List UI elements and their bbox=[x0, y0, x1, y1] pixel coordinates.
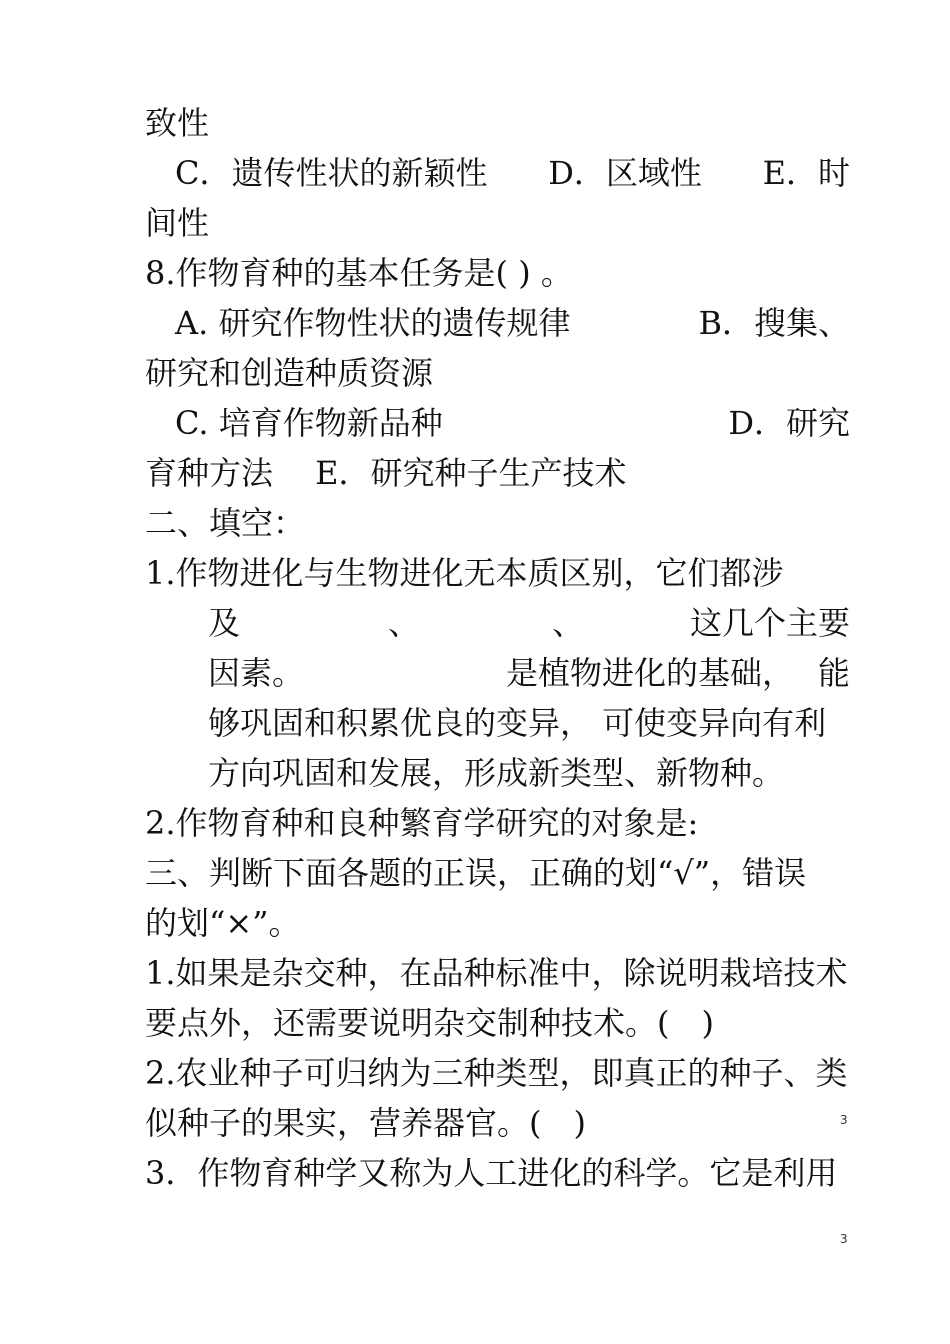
page-number: 3 bbox=[840, 1113, 848, 1127]
text-line bbox=[175, 153, 850, 193]
text-line: 致性 bbox=[145, 104, 210, 142]
option-b: B．搜集、 bbox=[698, 304, 850, 342]
text-run: 能 bbox=[817, 654, 850, 692]
option-a: A. 研究作物性状的遗传规律 bbox=[175, 304, 571, 342]
question-8: 8.作物育种的基本任务是( ) 。 bbox=[145, 254, 573, 292]
text-run: 因素。 bbox=[208, 654, 305, 692]
text-line: 方向巩固和发展，形成新类型、新物种。 bbox=[208, 754, 785, 792]
text-run: 、 bbox=[552, 604, 585, 642]
text-line: 够巩固和积累优良的变异， 可使变异向有利 bbox=[208, 704, 827, 742]
text-run: 这几个主要 bbox=[689, 604, 850, 642]
tf-question-3: 3．作物育种学又称为人工进化的科学。它是利用 bbox=[145, 1154, 838, 1192]
option-d: D．区域性 bbox=[548, 154, 702, 192]
text-line bbox=[175, 403, 850, 443]
page-number: 3 bbox=[840, 1232, 848, 1246]
section-heading-fill-blank: 二、填空： bbox=[145, 504, 306, 542]
tf-question-2: 2.农业种子可归纳为三种类型，即真正的种子、类 bbox=[145, 1054, 848, 1092]
tf-question-1: 1.如果是杂交种，在品种标准中，除说明栽培技术 bbox=[145, 954, 848, 992]
section-heading-true-false: 三、判断下面各题的正误，正确的划“√”，错误 bbox=[145, 854, 807, 892]
text-run: 、 bbox=[388, 604, 421, 642]
fill-question-2: 2.作物育种和良种繁育学研究的对象是: bbox=[145, 804, 699, 842]
option-c: C．遗传性状的新颖性 bbox=[175, 154, 488, 192]
option-c: C. 培育作物新品种 bbox=[175, 404, 443, 442]
option-d: D．研究 bbox=[728, 404, 850, 442]
option-e: E．时 bbox=[762, 154, 850, 192]
text-line bbox=[175, 303, 850, 343]
text-line: 的划“×”。 bbox=[145, 904, 301, 942]
text-line: 间性 bbox=[145, 204, 210, 242]
text-run: 及 bbox=[208, 604, 241, 642]
text-line: 育种方法 E．研究种子生产技术 bbox=[145, 454, 627, 492]
text-line: 要点外，还需要说明杂交制种技术。( ) bbox=[145, 1004, 714, 1042]
text-line: 似种子的果实，营养器官。( ) bbox=[145, 1104, 586, 1142]
fill-question-1 bbox=[145, 553, 850, 593]
text-run: 1.作物进化与生物进化无本质区别，它们都涉 bbox=[145, 554, 784, 592]
text-run: 是植物进化的基础， bbox=[506, 654, 795, 692]
text-line: 研究和创造种质资源 bbox=[145, 354, 434, 392]
